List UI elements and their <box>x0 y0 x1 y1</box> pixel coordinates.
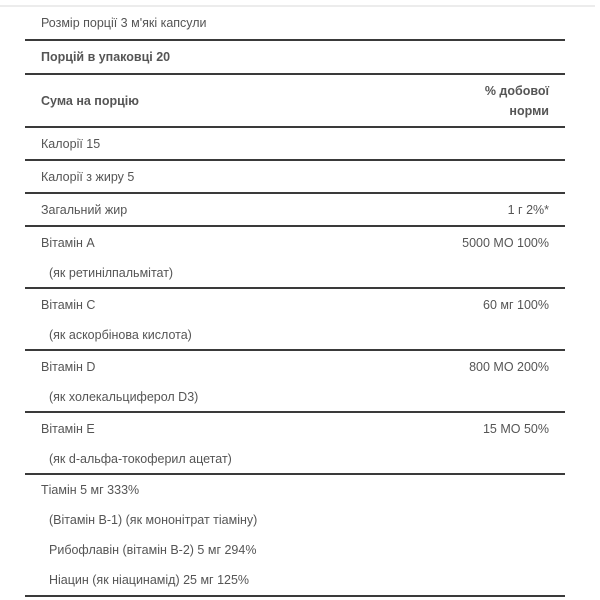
niacin-line: Ніацин (як ніацинамід) 25 мг 125% <box>49 573 250 587</box>
servings-per-container: Порцій в упаковці 20 <box>41 50 171 64</box>
table-row <box>25 289 565 351</box>
nutrient-value: 15 МО 50% <box>482 422 549 436</box>
supplement-facts-table <box>25 7 565 597</box>
amount-per-serving-label: Сума на порцію <box>41 93 139 108</box>
b-vitamins-row <box>25 475 565 597</box>
nutrient-name: Вітамін D <box>41 360 96 374</box>
nutrient-name: Вітамін E <box>41 422 95 436</box>
nutrient-value: 1 г 2%* <box>507 202 549 217</box>
table-row <box>25 227 565 289</box>
thiamin-line: Тіамін 5 мг 333% <box>41 483 140 497</box>
nutrient-name: Калорії з жиру 5 <box>41 169 135 184</box>
riboflavin-line: Рибофлавін (вітамін B-2) 5 мг 294% <box>49 543 257 557</box>
table-row <box>25 413 565 475</box>
table-row <box>25 351 565 413</box>
table-header-row <box>25 75 565 128</box>
serving-size-row <box>25 7 565 41</box>
table-row <box>25 128 565 161</box>
daily-value-label-line2: норми <box>509 103 549 118</box>
nutrient-name: Вітамін A <box>41 236 95 250</box>
nutrient-name: Калорії 15 <box>41 136 101 151</box>
table-row <box>25 194 565 227</box>
servings-per-container-row <box>25 41 565 75</box>
nutrient-name: Вітамін C <box>41 298 96 312</box>
nutrient-source: (як холекальциферол D3) <box>49 390 199 404</box>
nutrient-value: 60 мг 100% <box>483 298 549 312</box>
serving-size: Розмір порції 3 м'які капсули <box>41 16 207 30</box>
nutrient-value: 5000 МО 100% <box>462 236 549 250</box>
daily-value-label-line1: % добової <box>484 83 549 98</box>
thiamin-source-line: (Вітамін B-1) (як мононітрат тіаміну) <box>49 513 258 527</box>
nutrient-source: (як d-альфа-токоферил ацетат) <box>49 452 232 466</box>
daily-value-label <box>485 81 549 121</box>
nutrient-value: 800 МО 200% <box>469 360 549 374</box>
nutrient-name: Загальний жир <box>41 202 128 217</box>
nutrient-source: (як аскорбінова кислота) <box>49 328 192 342</box>
table-row <box>25 161 565 194</box>
nutrient-source: (як ретинілпальмітат) <box>49 266 174 280</box>
